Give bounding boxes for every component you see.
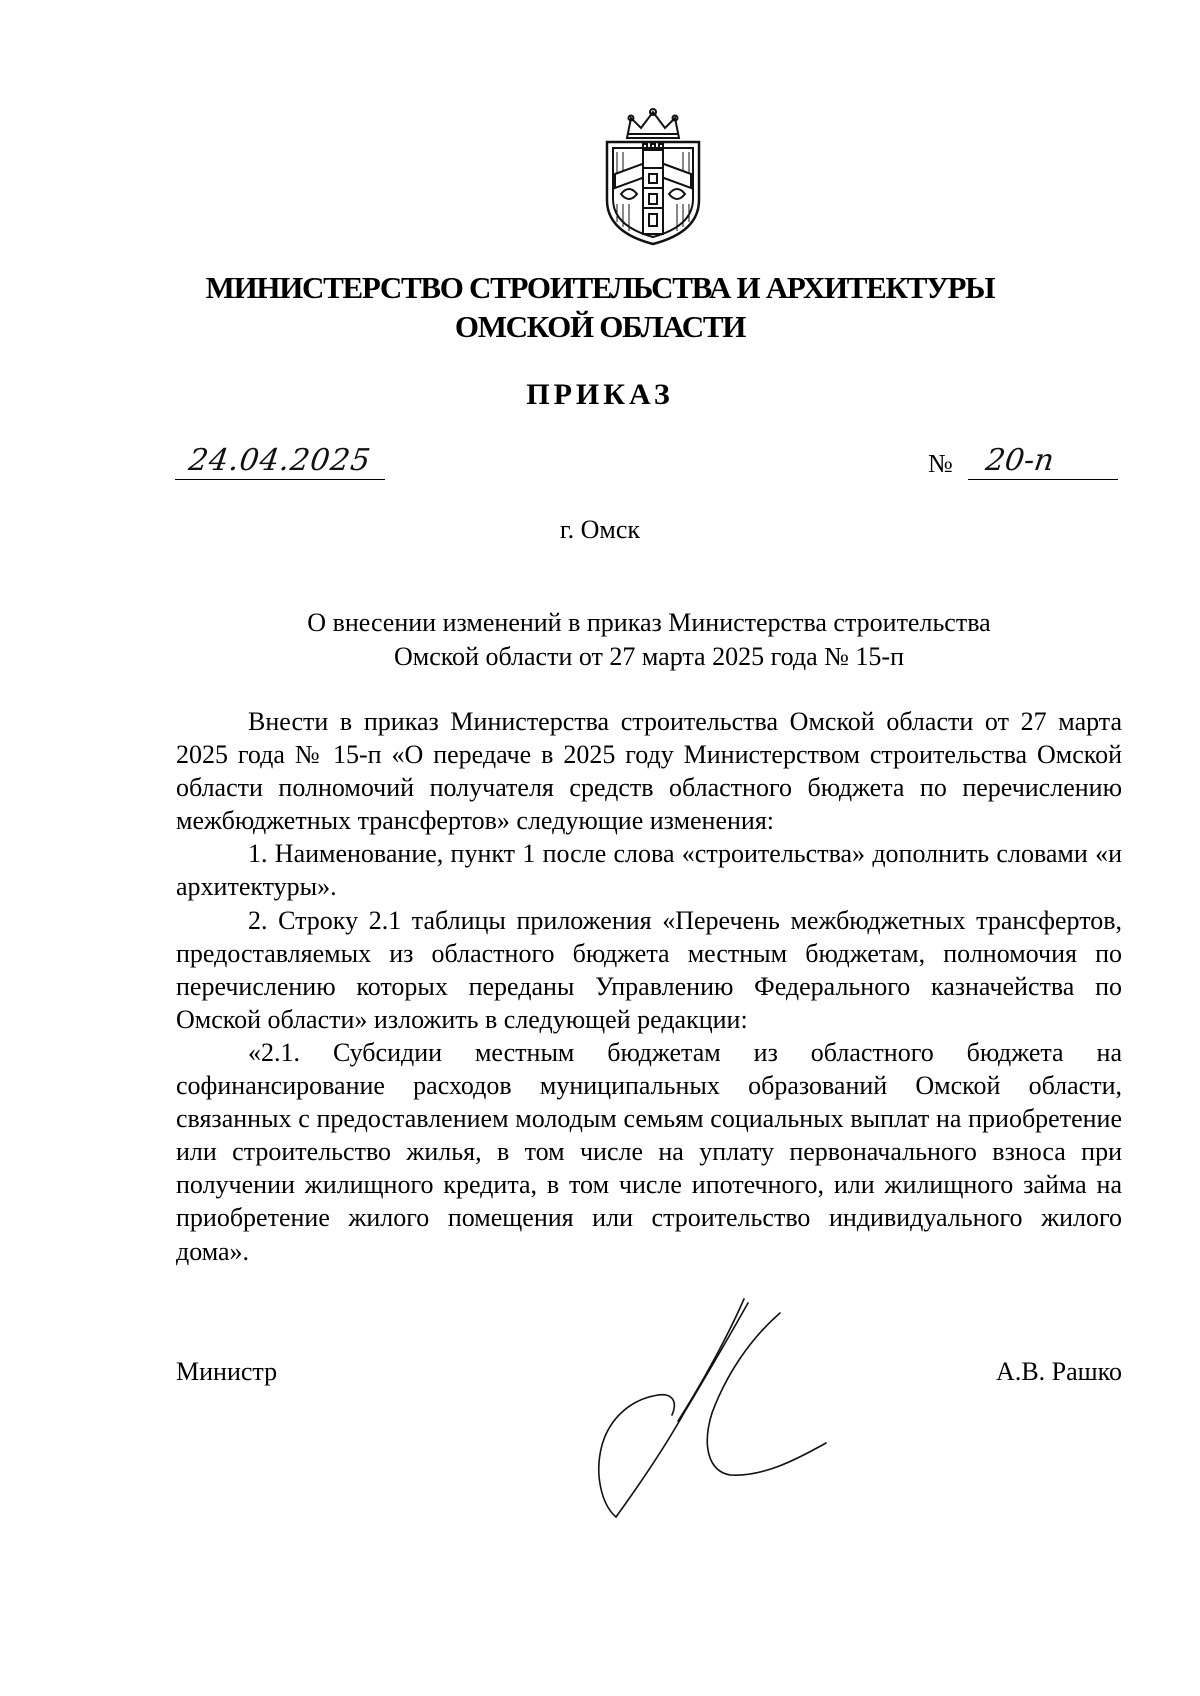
subject-line1: О внесении изменений в приказ Министерства строительства	[307, 608, 991, 637]
body-paragraph-1: Внести в приказ Министерства строительства Омской области от 27 марта 2025 года № 15-п «О передаче в 2025 году Министерством строительства Омской области полномочий получателя средств областного бюджета по перечислению межбюджетных трансфертов» следующие изменения:	[176, 707, 1122, 836]
city: г. Омск	[559, 515, 641, 544]
document-subject	[176, 606, 1122, 674]
document-body	[176, 705, 1122, 1268]
document-number-field	[928, 443, 1118, 483]
number-underline	[968, 479, 1118, 480]
document-type: ПРИКАЗ	[526, 378, 674, 411]
body-paragraph-4: «2.1. Субсидии местным бюджетам из областного бюджета на софинансирование расходов муниципальных образований Омской области, связанных с предоставлением молодым семьям социальных выплат на приобретение или строительство жилья, в том числе на уплату первоначального взноса при получении жилищного кредита, в том числе ипотечного, или жилищного займа на приобретение жилого помещения или строительство индивидуального жилого дома».	[176, 1037, 1122, 1266]
body-paragraph-2: 1. Наименование, пункт 1 после слова «строительства» дополнить словами «и архитектуры».	[176, 839, 1122, 902]
document-number: 20-п	[983, 443, 1057, 478]
organization-name-line1: МИНИСТЕРСТВО СТРОИТЕЛЬСТВА И АРХИТЕКТУРЫ	[205, 270, 995, 305]
organization-name-line2: ОМСКОЙ ОБЛАСТИ	[454, 309, 746, 344]
number-sign: №	[928, 449, 953, 478]
handwritten-signature	[580, 1295, 840, 1535]
coat-of-arms-icon	[597, 104, 709, 248]
document-date: 24.04.2025	[186, 443, 374, 478]
body-paragraph-3: 2. Строку 2.1 таблицы приложения «Перечень межбюджетных трансфертов, предоставляемых из областного бюджета местным бюджетам, полномочия по перечислению которых переданы Управлению Федерального казначейства по Омской области» изложить в следующей редакции:	[176, 905, 1122, 1034]
signer-title: Министр	[176, 1357, 278, 1386]
document-date-field	[175, 443, 385, 483]
subject-line2: Омской области от 27 марта 2025 года № 15-п	[393, 642, 905, 671]
date-underline	[175, 479, 385, 480]
signer-name: А.В. Рашко	[996, 1357, 1122, 1386]
